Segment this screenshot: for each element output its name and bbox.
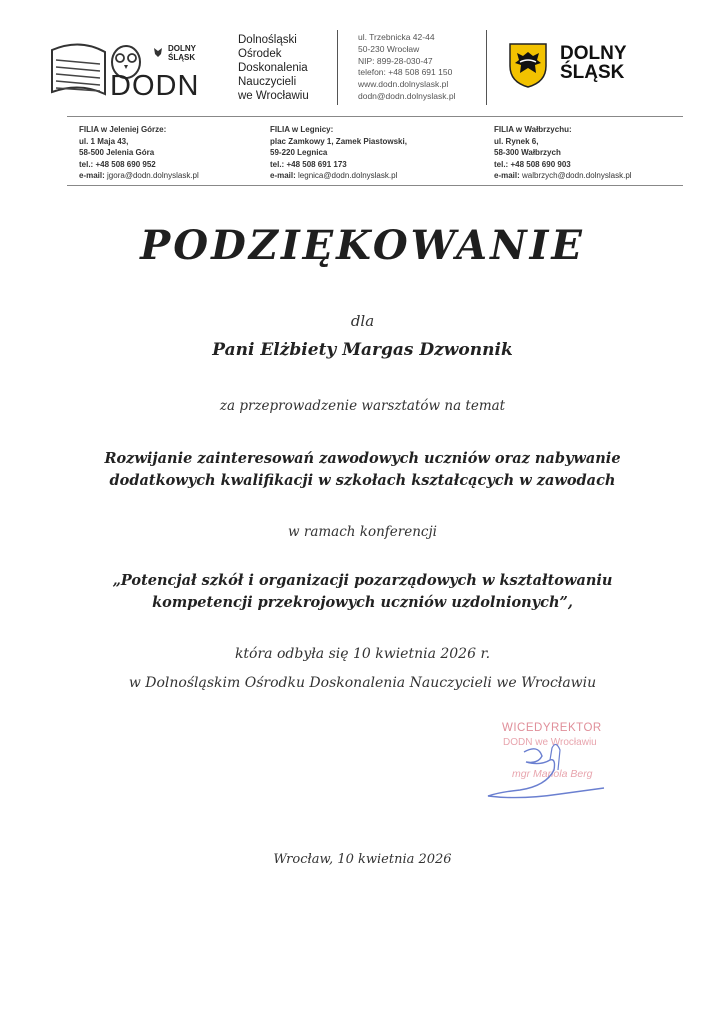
branch-legnica: FILIA w Legnicy: plac Zamkowy 1, Zamek Piastowski, 59-220 Legnica tel.: +48 508 691 173 e-mail: legnica@dodn.dolnyslask.pl xyxy=(270,125,407,180)
recipient-name: Pani Elżbiety Margas Dzwonnik xyxy=(212,340,513,360)
website-link[interactable]: www.dodn.dolnyslask.pl xyxy=(358,79,449,90)
branch-email-link[interactable]: jgora@dodn.dolnyslask.pl xyxy=(107,171,199,180)
branch-email-link[interactable]: legnica@dodn.dolnyslask.pl xyxy=(298,171,398,180)
logo-text: DODN xyxy=(110,70,200,102)
intro-text: za przeprowadzenie warsztatów na temat xyxy=(219,398,506,414)
conference-title-line-1: „Potencjał szkół i organizacji pozarządowych w kształtowaniu xyxy=(112,572,613,589)
stamp-title: WICEDYREKTOR xyxy=(502,722,602,734)
stamp-subtitle: DODN we Wrocławiu xyxy=(503,737,597,748)
conference-title-line-2: kompetencji przekrojowych uczniów uzdolnionych”, xyxy=(152,594,573,611)
place-text: w Dolnośląskim Ośrodku Doskonalenia Nauczycieli we Wrocławiu xyxy=(128,675,597,691)
document-title: PODZIĘKOWANIE xyxy=(140,222,585,269)
official-stamp xyxy=(480,718,630,798)
address-block: ul. Trzebnicka 42-44 50-230 Wrocław NIP: 899-28-030-47 telefon: +48 508 691 150 www.dodn.dolnyslask.pl dodn@dodn.dolnyslask.pl xyxy=(358,32,456,101)
stamp-name: mgr Mariola Berg xyxy=(512,768,593,780)
logo-badge-text: DOLNY ŚLĄSK xyxy=(168,44,196,62)
handwritten-signature xyxy=(480,730,630,800)
dolny-slask-brand: DOLNY ŚLĄSK xyxy=(560,43,627,83)
dolny-slask-crest-icon xyxy=(508,42,548,88)
branch-walbrzych: FILIA w Wałbrzychu: ul. Rynek 6, 58-300 Wałbrzych tel.: +48 508 690 903 e-mail: walbrzych@dodn.dolnyslask.pl xyxy=(494,125,632,180)
workshop-topic-line-2: dodatkowych kwalifikacji w szkołach kształcących w zawodach xyxy=(109,472,616,489)
branch-email-link[interactable]: walbrzych@dodn.dolnyslask.pl xyxy=(522,171,632,180)
held-date-text: która odbyła się 10 kwietnia 2026 r. xyxy=(234,646,491,662)
institution-name: Dolnośląski Ośrodek Doskonalenia Nauczycieli we Wrocławiu xyxy=(238,34,309,102)
header-divider xyxy=(337,30,338,105)
dodn-logo xyxy=(50,30,225,100)
header-rule-bottom xyxy=(67,185,683,186)
issue-date: Wrocław, 10 kwietnia 2026 xyxy=(273,852,452,867)
header-divider xyxy=(486,30,487,105)
email-link[interactable]: dodn@dodn.dolnyslask.pl xyxy=(358,90,456,101)
header-rule-top xyxy=(67,116,683,117)
workshop-topic-line-1: Rozwijanie zainteresowań zawodowych uczniów oraz nabywanie xyxy=(104,450,621,467)
for-label: dla xyxy=(350,312,375,330)
frame-text: w ramach konferencji xyxy=(288,524,437,540)
branch-jelenia-gora: FILIA w Jeleniej Górze: ul. 1 Maja 43, 58-500 Jelenia Góra tel.: +48 508 690 952 e-mail: jgora@dodn.dolnyslask.pl xyxy=(79,125,199,180)
